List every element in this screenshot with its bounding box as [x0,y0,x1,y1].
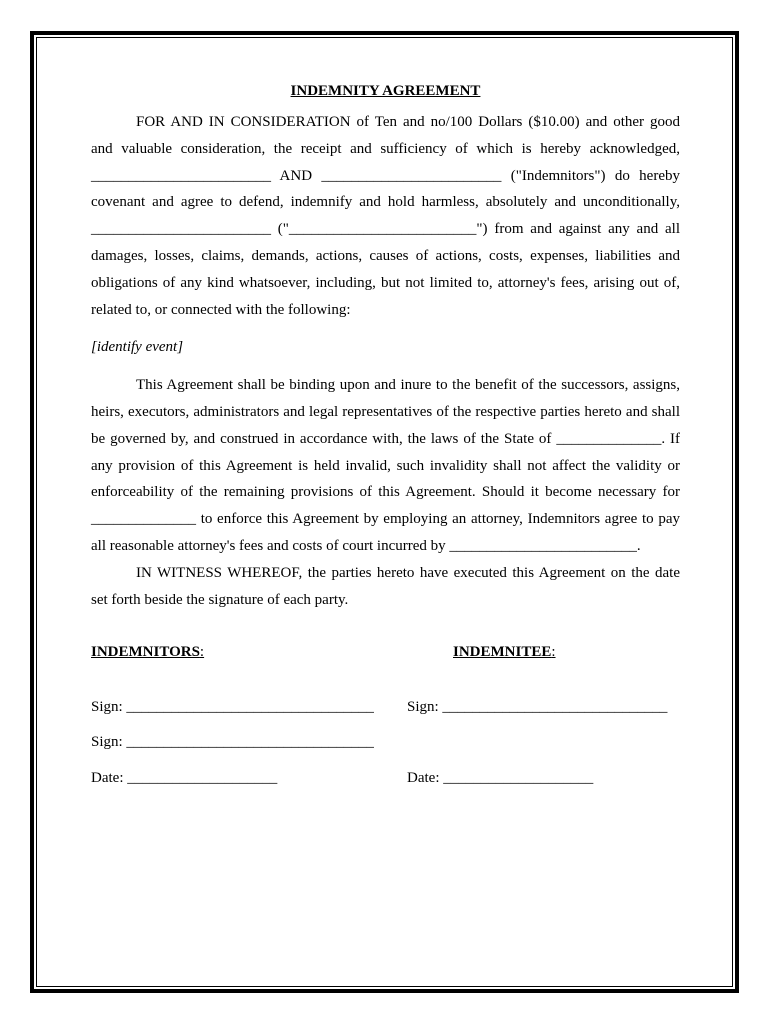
paragraph-line: IN WITNESS WHEREOF, the parties hereto have executed this Agreement on the date [136,564,680,581]
witness-paragraph [91,560,680,614]
indemnitee-date-line[interactable]: Date: ____________________ [407,770,594,786]
indemnitor-sign-line-2[interactable]: Sign: _________________________________ [91,734,374,750]
paragraph-line: ________________________ AND ________________________ ("Indemnitors") do hereby [91,167,680,184]
paragraph-line: enforceability of the remaining provisions of this Agreement. Should it become necessary for [91,484,680,501]
paragraph-line: ______________ to enforce this Agreement by employing an attorney, Indemnitors agree to pay [91,511,680,528]
paragraph-line: and valuable consideration, the receipt and sufficiency of which is hereby acknowledged, [91,140,680,157]
paragraph-line: related to, or connected with the following: [91,301,351,318]
paragraph-line: FOR AND IN CONSIDERATION of Ten and no/100 Dollars ($10.00) and other good [136,114,680,130]
binding-paragraph [91,372,680,560]
identify-event-placeholder: [identify event] [91,339,184,356]
indemnitee-sign-line[interactable]: Sign: ______________________________ [407,699,668,715]
consideration-paragraph [91,109,680,323]
paragraph-line: This Agreement shall be binding upon and inure to the benefit of the successors, assigns, [136,377,680,394]
paragraph-line: all reasonable attorney's fees and costs of court incurred by _________________________. [91,537,641,554]
indemnitor-date-line[interactable]: Date: ____________________ [91,770,278,786]
paragraph-line: set forth beside the signature of each party. [91,591,349,608]
paragraph-line: obligations of any kind whatsoever, including, but not limited to, attorney's fees, arising out of, [91,274,680,291]
indemnitors-heading: INDEMNITORS: [91,644,205,660]
paragraph-line: damages, losses, claims, demands, actions, causes of actions, costs, expenses, liabilities and [91,247,680,264]
indemnitor-sign-line-1[interactable]: Sign: _________________________________ [91,699,374,715]
paragraph-line: heirs, executors, administrators and legal representatives of the respective parties hereto and shall [91,403,680,420]
indemnitee-heading: INDEMNITEE: [453,644,556,660]
paragraph-line: ________________________ ("_________________________") from and against any and all [91,221,680,238]
document-body [91,80,680,613]
paragraph-line: any provision of this Agreement is held invalid, such invalidity shall not affect the validity or [91,457,680,474]
paragraph-line: be governed by, and construed in accordance with, the laws of the State of ______________. If [91,430,680,447]
paragraph-line: covenant and agree to defend, indemnify and hold harmless, absolutely and unconditionally, [91,194,680,211]
document-title: INDEMNITY AGREEMENT [290,83,481,99]
